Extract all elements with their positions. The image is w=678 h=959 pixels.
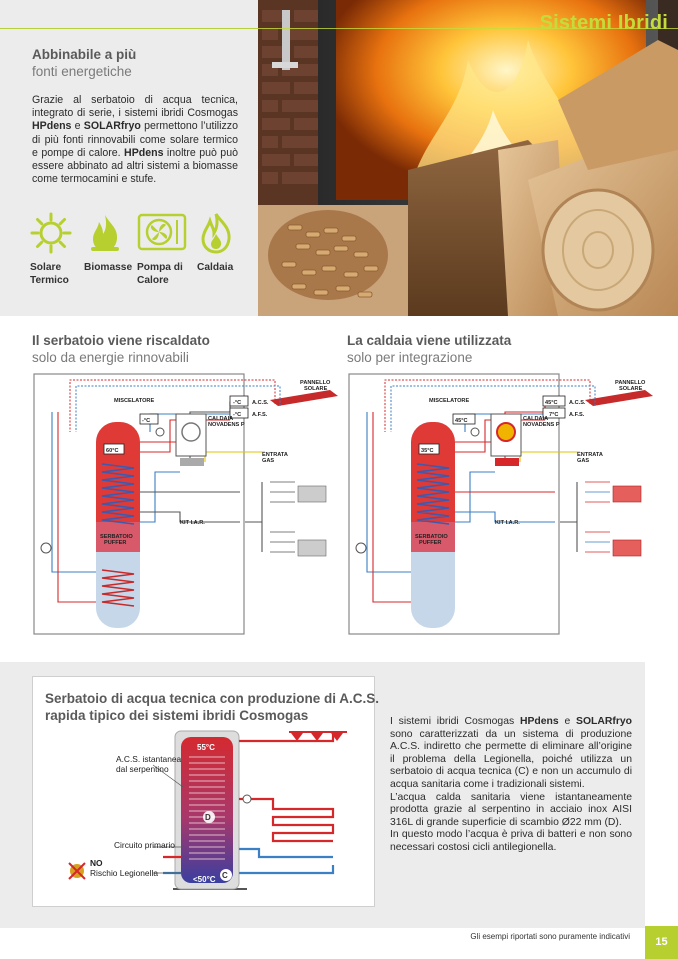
energy-solar-label-2: Termico bbox=[30, 274, 69, 286]
intro-text-and: e bbox=[71, 120, 84, 133]
tank-label-1: SERBATOIO bbox=[100, 534, 133, 540]
tank-heading-line2: rapida tipico dei sistemi ibridi Cosmogas bbox=[45, 708, 309, 723]
energy-biomass bbox=[84, 212, 140, 275]
kit-iar-label: KIT I.A.R. bbox=[495, 520, 520, 526]
afs-temperature: 7°C bbox=[549, 412, 559, 418]
energy-heat-pump-label-1: Pompa di bbox=[137, 262, 183, 273]
hydraulic-diagram-integration bbox=[345, 372, 663, 658]
gas-flame-icon bbox=[197, 212, 235, 254]
tank-label-1: SERBATOIO bbox=[415, 534, 448, 540]
tank-temperature: 60°C bbox=[106, 448, 119, 454]
gas-label-2: GAS bbox=[262, 458, 275, 464]
intro-paragraph bbox=[32, 94, 238, 186]
diagram-right-heading bbox=[347, 332, 511, 366]
tank-bottom-temperature: <50°C bbox=[193, 875, 216, 884]
biomass-flame-icon bbox=[84, 212, 126, 254]
mixer-temperature: 45°C bbox=[455, 418, 468, 424]
energy-heat-pump-label-2: Calore bbox=[137, 274, 169, 286]
tank-cutaway-illustration bbox=[33, 677, 373, 905]
intro-brand-hpdens: HPdens bbox=[32, 120, 72, 133]
boiler-label-2: NOVADENS P bbox=[208, 422, 245, 428]
tank-section-text bbox=[390, 716, 632, 855]
boiler-icon bbox=[176, 414, 206, 456]
acs-instant-label-1: A.C.S. istantanea bbox=[116, 754, 182, 764]
acs-label: A.C.S. bbox=[569, 400, 586, 406]
boiler-label-1: CALDAIA bbox=[208, 416, 234, 422]
bottom-text-1: I sistemi ibridi Cosmogas bbox=[390, 716, 520, 727]
gas-label-1: ENTRATA bbox=[577, 452, 603, 458]
fireplace-photo bbox=[258, 0, 678, 316]
solar-panel-label-2: SOLARE bbox=[304, 386, 328, 392]
solar-panel-label-1: PANNELLO bbox=[615, 380, 646, 386]
intro-brand-hpdens-2: HPdens bbox=[124, 146, 164, 159]
primary-circuit-label: Circuito primario bbox=[114, 840, 175, 850]
intro-text-2: permettono l’utilizzo di più fonti rinnovabili come solare termico e pompe di calore. bbox=[32, 120, 238, 159]
no-bacteria-icon bbox=[69, 863, 85, 879]
intro-brand-solarfryo: SOLARfryo bbox=[83, 120, 141, 133]
legionella-risk-label: Rischio Legionella bbox=[90, 868, 158, 878]
gas-label-1: ENTRATA bbox=[262, 452, 288, 458]
gas-label-2: GAS bbox=[577, 458, 590, 464]
hydraulic-diagram-renewable bbox=[30, 372, 348, 658]
kit-iar-label: KIT I.A.R. bbox=[180, 520, 205, 526]
mixer-label: MISCELATORE bbox=[429, 398, 470, 404]
energy-boiler-label: Caldaia bbox=[197, 262, 234, 273]
boiler-label-2: NOVADENS P bbox=[523, 422, 560, 428]
mixer-temperature: -°C bbox=[142, 418, 151, 424]
diagram-left-title: Il serbatoio viene riscaldato bbox=[32, 333, 210, 348]
radiator-icon bbox=[613, 486, 641, 556]
bottom-text-2: sono caratterizzati da un sistema di produzione A.C.S. indiretto che permette di eliminare all’origine il problema della Legionella, poiché utilizza un serbatoio di acqua tecnica (C) e non un accumulo di acqua sanitaria come i tradizionali sistemi. bbox=[390, 728, 632, 790]
diagram-left-subtitle: solo da energie rinnovabili bbox=[32, 350, 189, 365]
acs-instant-label-2: dal serpentino bbox=[116, 764, 169, 774]
sun-icon bbox=[30, 212, 72, 254]
energy-heat-pump bbox=[137, 212, 193, 287]
afs-label: A.F.S. bbox=[569, 412, 585, 418]
accent-rule bbox=[0, 28, 258, 29]
marker-c: C bbox=[222, 871, 228, 880]
no-label: NO bbox=[90, 858, 103, 868]
diagram-right-title: La caldaia viene utilizzata bbox=[347, 333, 512, 348]
radiator-icon bbox=[298, 486, 326, 556]
section-title: Sistemi Ibridi bbox=[539, 12, 668, 34]
energy-biomass-label: Biomasse bbox=[84, 262, 133, 273]
intro-text-3: inoltre può può essere abbinato ad altri sistemi a biomasse come termocamini e stufe. bbox=[32, 146, 238, 186]
page-number: 15 bbox=[645, 926, 678, 959]
intro-text-1: Grazie al serbatoio di acqua tecnica, integrato di serie, i sistemi ibridi Cosmogas bbox=[32, 94, 238, 120]
tank-top-temperature: 55°C bbox=[197, 743, 215, 752]
technical-water-tank bbox=[181, 737, 233, 883]
footnote: Gli esempi riportati sono puramente indicativi bbox=[470, 932, 630, 941]
mixer-label: MISCELATORE bbox=[114, 398, 155, 404]
bottom-brand-hpdens: HPdens bbox=[519, 716, 559, 727]
shower-icon bbox=[289, 731, 347, 741]
acs-label: A.C.S. bbox=[252, 400, 269, 406]
acs-temperature: -°C bbox=[233, 400, 242, 406]
fireplace-photo-illustration bbox=[258, 0, 678, 316]
energy-boiler bbox=[197, 212, 253, 275]
bottom-text-and: e bbox=[558, 716, 577, 727]
boiler-label-1: CALDAIA bbox=[523, 416, 549, 422]
intro-heading bbox=[32, 46, 136, 80]
afs-label: A.F.S. bbox=[252, 412, 268, 418]
energy-solar-label-1: Solare bbox=[30, 262, 62, 273]
bottom-brand-solarfryo: SOLARfryo bbox=[576, 716, 633, 727]
solar-panel-label-1: PANNELLO bbox=[300, 380, 331, 386]
bottom-text-3: L’acqua calda sanitaria viene istantaneamente prodotta grazie al serpentino in acciaio inox AISI 316L di grande superficie di scambio Ø22 mm (D). bbox=[390, 791, 632, 828]
intro-heading-line2: fonti energetiche bbox=[32, 64, 132, 79]
energy-solar bbox=[30, 212, 86, 287]
solar-panel-label-2: SOLARE bbox=[619, 386, 643, 392]
tank-temperature: 35°C bbox=[421, 448, 434, 454]
diagram-left-heading bbox=[32, 332, 210, 366]
tank-label-2: PUFFER bbox=[104, 540, 127, 546]
diagram-right-subtitle: solo per integrazione bbox=[347, 350, 473, 365]
bottom-text-4: In questo modo l’acqua è priva di batteri e non sono necessari costosi cicli antilegionella. bbox=[390, 829, 632, 853]
tank-label-2: PUFFER bbox=[419, 540, 442, 546]
intro-heading-line1: Abbinabile a più bbox=[32, 47, 137, 62]
marker-d: D bbox=[205, 813, 211, 822]
heat-pump-icon bbox=[137, 212, 187, 254]
acs-instant-label bbox=[116, 754, 181, 774]
tank-heading-line1: Serbatoio di acqua tecnica con produzione di A.C.S. bbox=[45, 691, 380, 706]
afs-temperature: -°C bbox=[233, 412, 242, 418]
acs-temperature: 45°C bbox=[545, 400, 558, 406]
